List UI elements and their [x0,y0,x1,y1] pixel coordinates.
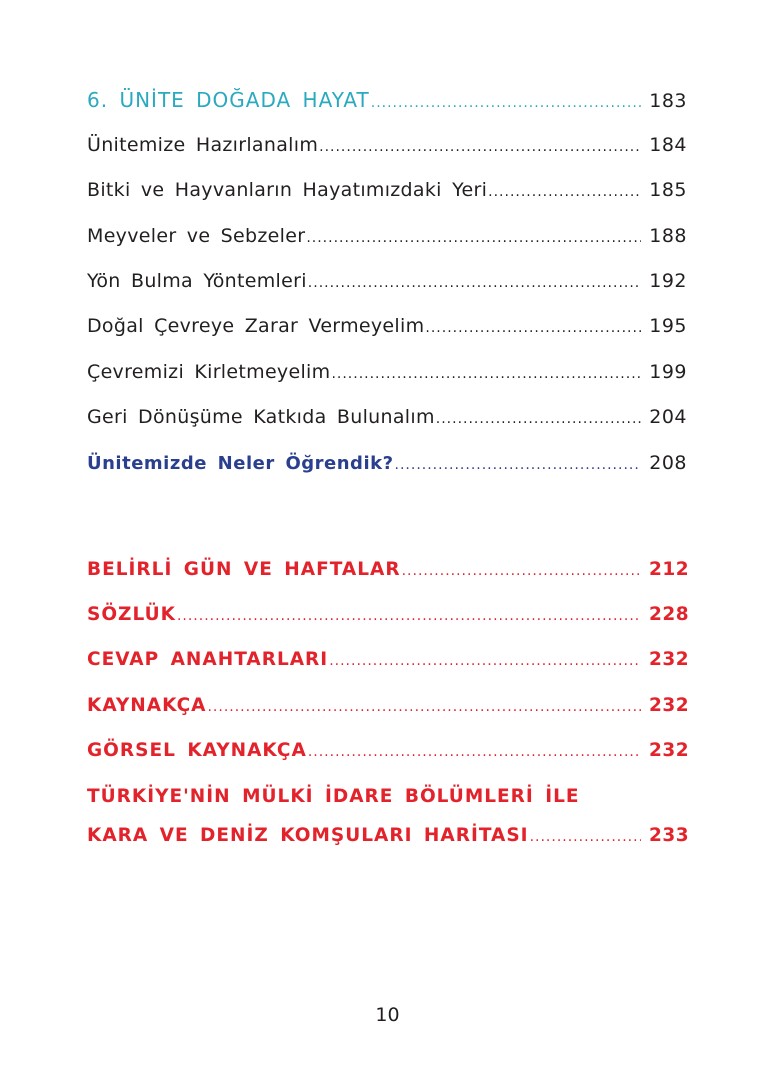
dot-leader [530,829,641,845]
toc-entry-title: Yön Bulma Yöntemleri [87,270,307,292]
dot-leader [308,744,641,760]
toc-entry-unit-review[interactable] [87,452,687,482]
toc-page-number: 184 [649,134,687,156]
toc-page-number: 208 [649,452,687,474]
toc-page-number: 199 [649,361,687,383]
page-number: 10 [375,1004,400,1026]
toc-entry-unit-6[interactable] [87,88,687,118]
dot-leader [402,563,641,579]
toc-page-number: 232 [649,649,690,670]
toc-entry-map[interactable] [87,825,690,855]
toc-page-number: 185 [649,179,687,201]
dot-leader [436,411,641,427]
toc-entry-title: SÖZLÜK [87,604,176,625]
dot-leader [207,699,641,715]
toc-entry-title: Geri Dönüşüme Katkıda Bulunalım [87,406,435,428]
toc-page-number: 233 [649,825,690,846]
dot-leader [488,184,641,200]
toc-page-number: 212 [649,559,690,580]
toc-entry-map-title-line1[interactable]: TÜRKİYE'NİN MÜLKİ İDARE BÖLÜMLERİ İLE [87,786,580,807]
dot-leader [331,366,641,382]
dot-leader [329,653,641,669]
toc-page-number: 232 [649,695,690,716]
toc-page-number: 195 [649,315,687,337]
dot-leader [425,320,641,336]
toc-entry-title: KAYNAKÇA [87,695,207,716]
toc-entry-title: Çevremizi Kirletmeyelim [87,361,331,383]
dot-leader [319,139,641,155]
toc-page-number: 204 [649,406,687,428]
dot-leader [395,457,641,473]
toc-entry-title: CEVAP ANAHTARLARI [87,649,329,670]
dot-leader [177,608,641,624]
toc-entry[interactable] [87,270,687,300]
toc-entry-title: Ünitemize Hazırlanalım [87,134,319,156]
toc-entry-title: KARA VE DENİZ KOMŞULARI HARİTASI [87,825,529,846]
toc-entry[interactable] [87,134,687,164]
toc-entry-title: BELİRLİ GÜN VE HAFTALAR [87,559,401,580]
toc-entry-image-bibliography[interactable] [87,740,690,770]
toc-page-number: 228 [649,604,690,625]
toc-entry[interactable] [87,361,687,391]
toc-entry-bibliography[interactable] [87,695,690,725]
toc-entry-title: 6. ÜNİTE DOĞADA HAYAT [87,88,370,112]
dot-leader [306,230,641,246]
toc-entry[interactable] [87,179,687,209]
toc-page-number: 232 [649,740,690,761]
toc-entry-title: Meyveler ve Sebzeler [87,225,306,247]
toc-page-number: 192 [649,270,687,292]
toc-entry-title: Doğal Çevreye Zarar Vermeyelim [87,315,425,337]
toc-entry[interactable] [87,225,687,255]
toc-page-number: 188 [649,225,687,247]
toc-entry-glossary[interactable] [87,604,690,634]
toc-entry[interactable] [87,406,687,436]
toc-page-number: 183 [649,90,687,112]
dot-leader [371,95,641,111]
toc-entry-title: GÖRSEL KAYNAKÇA [87,740,307,761]
toc-entry-title: Bitki ve Hayvanların Hayatımızdaki Yeri [87,179,488,201]
dot-leader [308,275,641,291]
toc-entry-title: Ünitemizde Neler Öğrendik? [87,453,394,474]
toc-entry-answer-keys[interactable] [87,649,690,679]
toc-entry[interactable] [87,315,687,345]
toc-entry-special-days[interactable] [87,559,690,589]
